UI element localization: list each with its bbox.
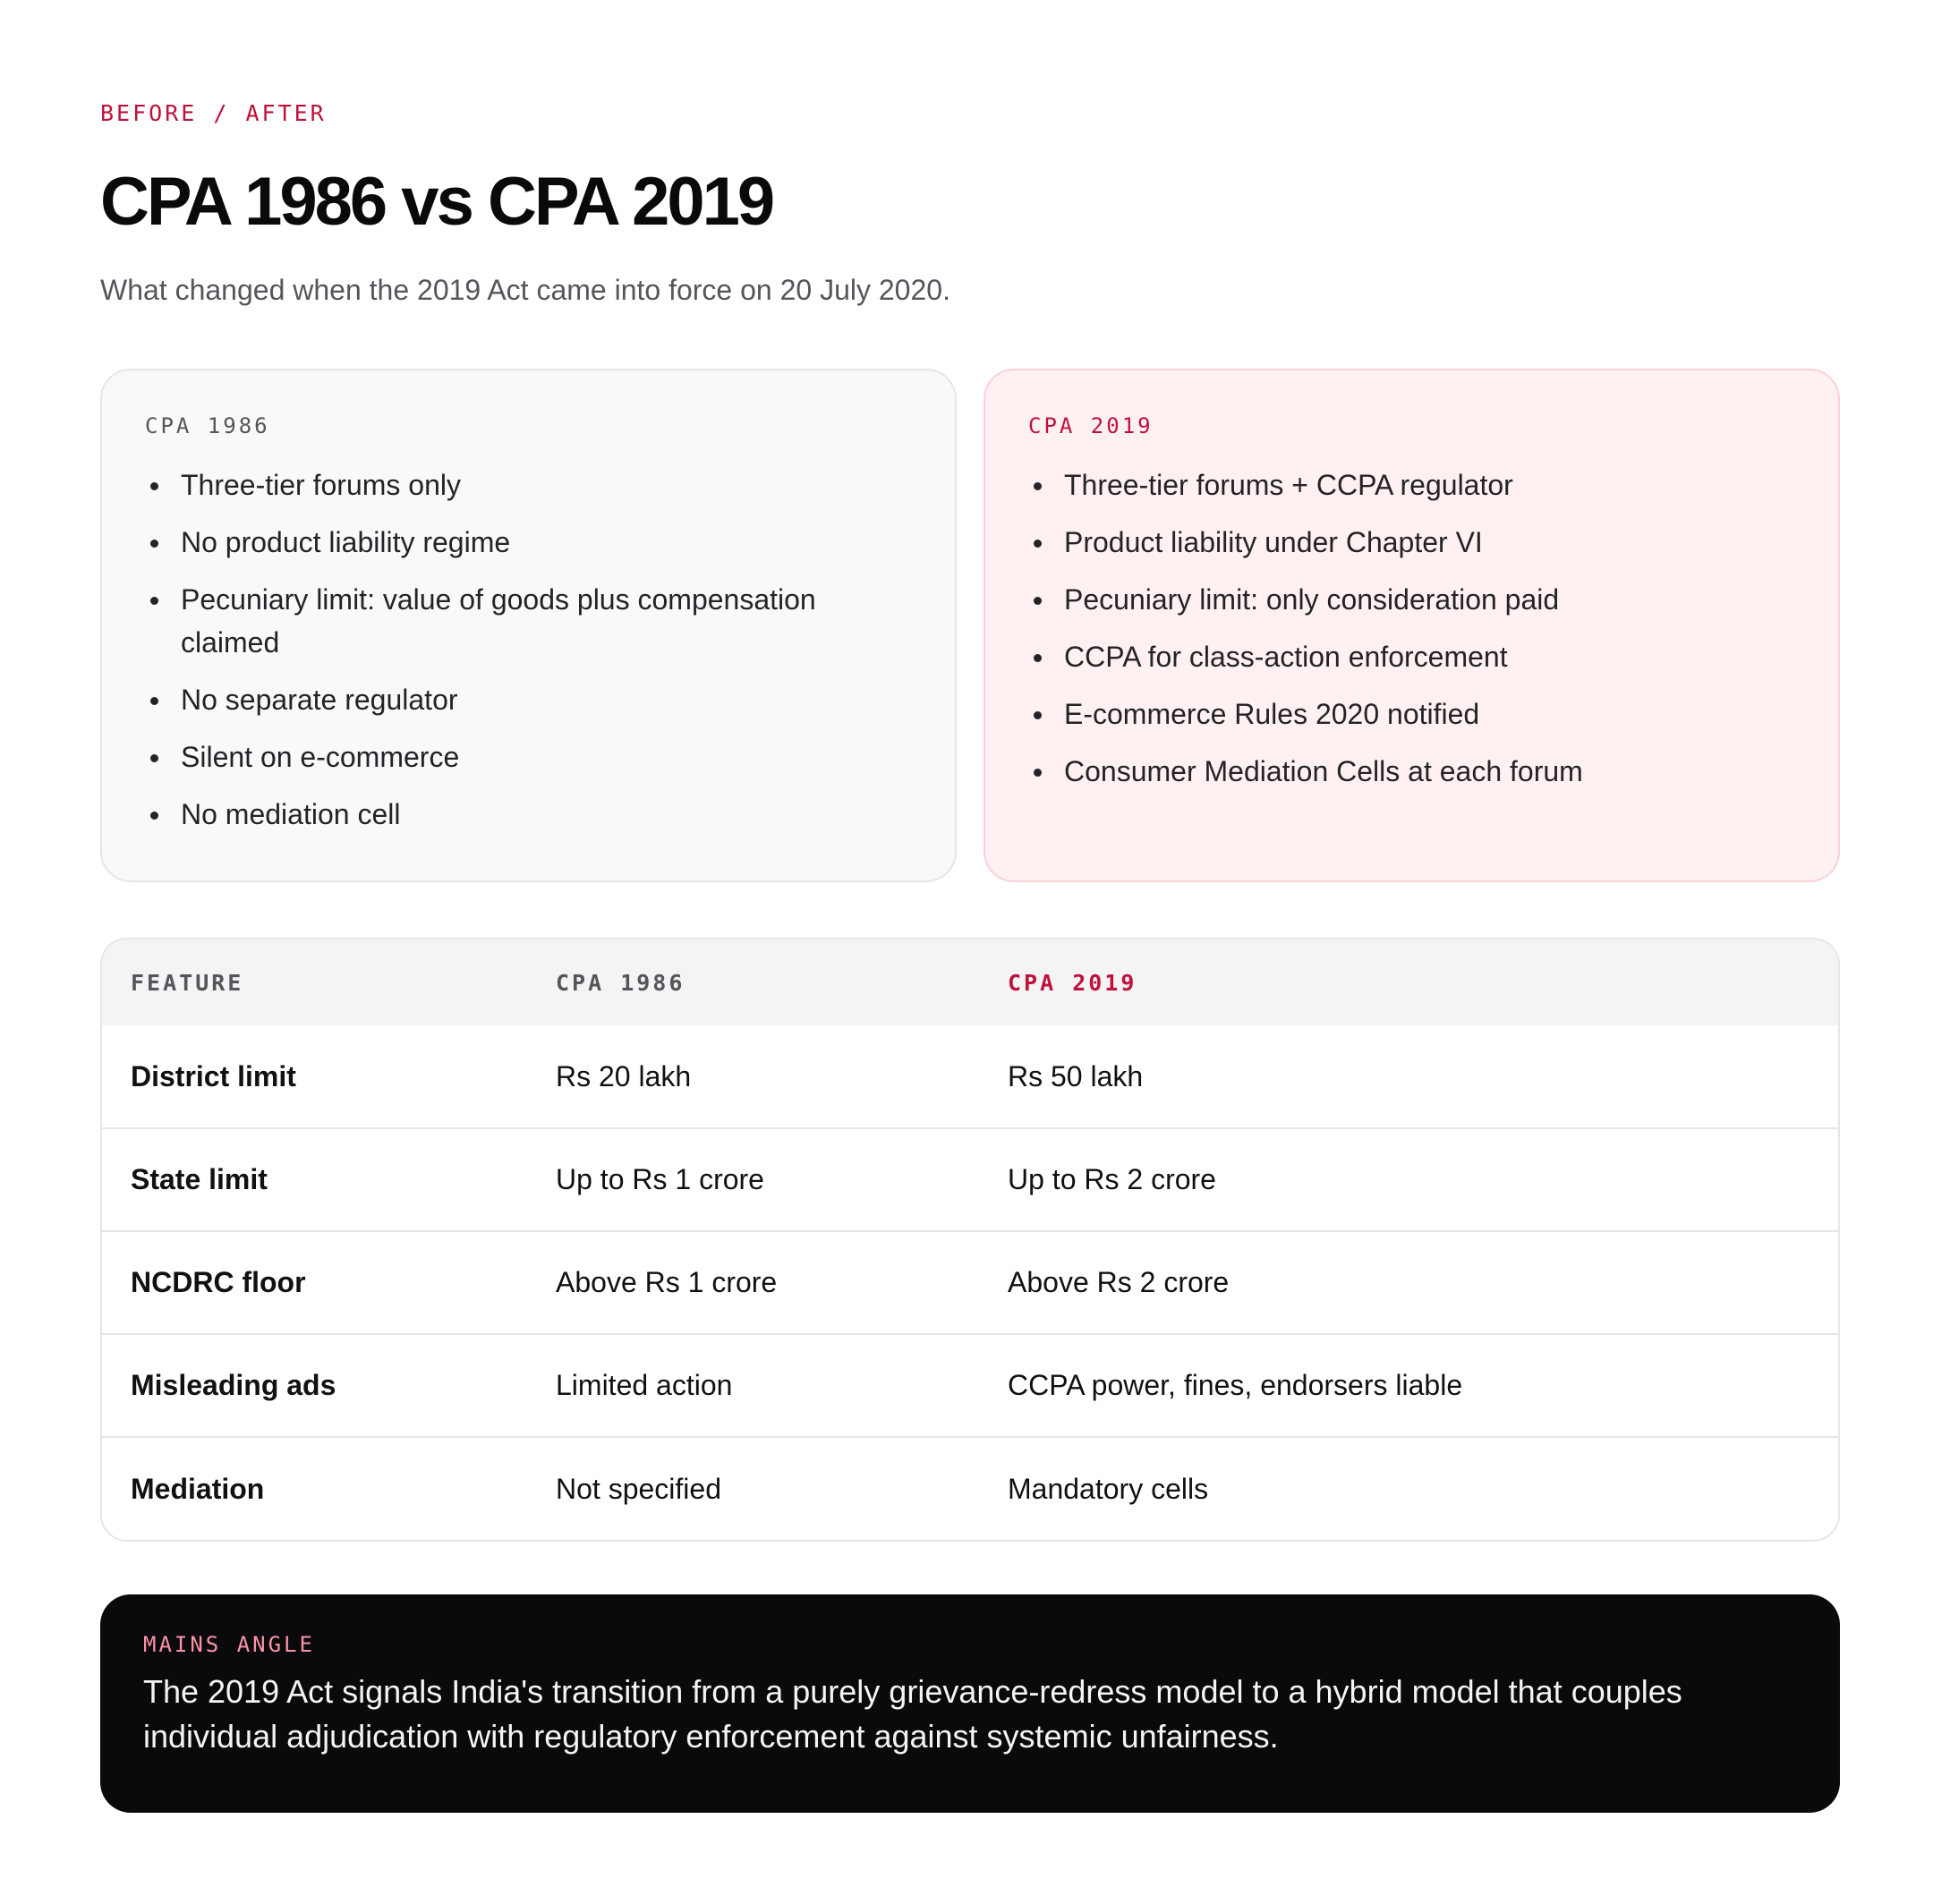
card-cpa-2019 [984,369,1840,882]
callout-label: MAINS ANGLE [143,1632,315,1657]
column-header-cpa-2019: CPA 2019 [1008,969,1137,996]
card-cpa-1986 [100,369,957,882]
list-item: No separate regulator [145,678,912,721]
list-item: Pecuniary limit: value of goods plus compensation claimed [145,578,912,664]
table-cell-2019: Rs 50 lakh [1008,1059,1144,1092]
table-cell-1986: Limited action [556,1369,733,1401]
list-item: No product liability regime [145,521,912,564]
mains-angle-callout [100,1594,1840,1813]
table-header-row [102,939,1838,1025]
comparison-table [100,938,1840,1542]
table-row [102,1437,1838,1540]
list-item: Silent on e-commerce [145,735,912,778]
table-cell-2019: Up to Rs 2 crore [1008,1163,1216,1195]
callout-text: The 2019 Act signals India's transition from a purely grievance-redress model to a hybrid model that couples individual adjudication with regulatory enforcement against systemic unfairness. [143,1673,1682,1755]
table-row [102,1334,1838,1437]
card-list [1028,463,1795,793]
table-row [102,1025,1838,1128]
page-subtitle: What changed when the 2019 Act came into force on 20 July 2020. [100,274,950,306]
table-cell-feature: NCDRC floor [131,1266,306,1298]
column-header-cpa-1986: CPA 1986 [556,969,685,996]
list-item: Three-tier forums + CCPA regulator [1028,463,1795,506]
page-title: CPA 1986 vs CPA 2019 [100,164,773,240]
table-cell-feature: State limit [131,1163,268,1195]
table-cell-1986: Up to Rs 1 crore [556,1163,764,1195]
list-item: Product liability under Chapter VI [1028,521,1795,564]
table-cell-2019: Mandatory cells [1008,1472,1209,1505]
table-row [102,1128,1838,1231]
list-item: E-commerce Rules 2020 notified [1028,693,1795,735]
list-item: Three-tier forums only [145,463,912,506]
card-label: CPA 2019 [1028,413,1154,438]
list-item: Pecuniary limit: only consideration paid [1028,578,1795,621]
list-item: Consumer Mediation Cells at each forum [1028,750,1795,793]
table-cell-feature: Mediation [131,1472,265,1505]
comparison-cards [100,369,1840,882]
table-cell-1986: Rs 20 lakh [556,1059,692,1092]
table-row [102,1231,1838,1334]
card-list [145,463,912,836]
table-cell-feature: Misleading ads [131,1369,336,1401]
column-header-feature: FEATURE [131,969,244,996]
eyebrow-label: BEFORE / AFTER [100,100,327,126]
table-cell-2019: CCPA power, fines, endorsers liable [1008,1369,1463,1401]
table-cell-1986: Above Rs 1 crore [556,1266,778,1298]
table-cell-feature: District limit [131,1059,296,1092]
card-label: CPA 1986 [145,413,270,438]
list-item: CCPA for class-action enforcement [1028,635,1795,678]
table-cell-2019: Above Rs 2 crore [1008,1266,1230,1298]
table-cell-1986: Not specified [556,1472,721,1505]
list-item: No mediation cell [145,793,912,836]
